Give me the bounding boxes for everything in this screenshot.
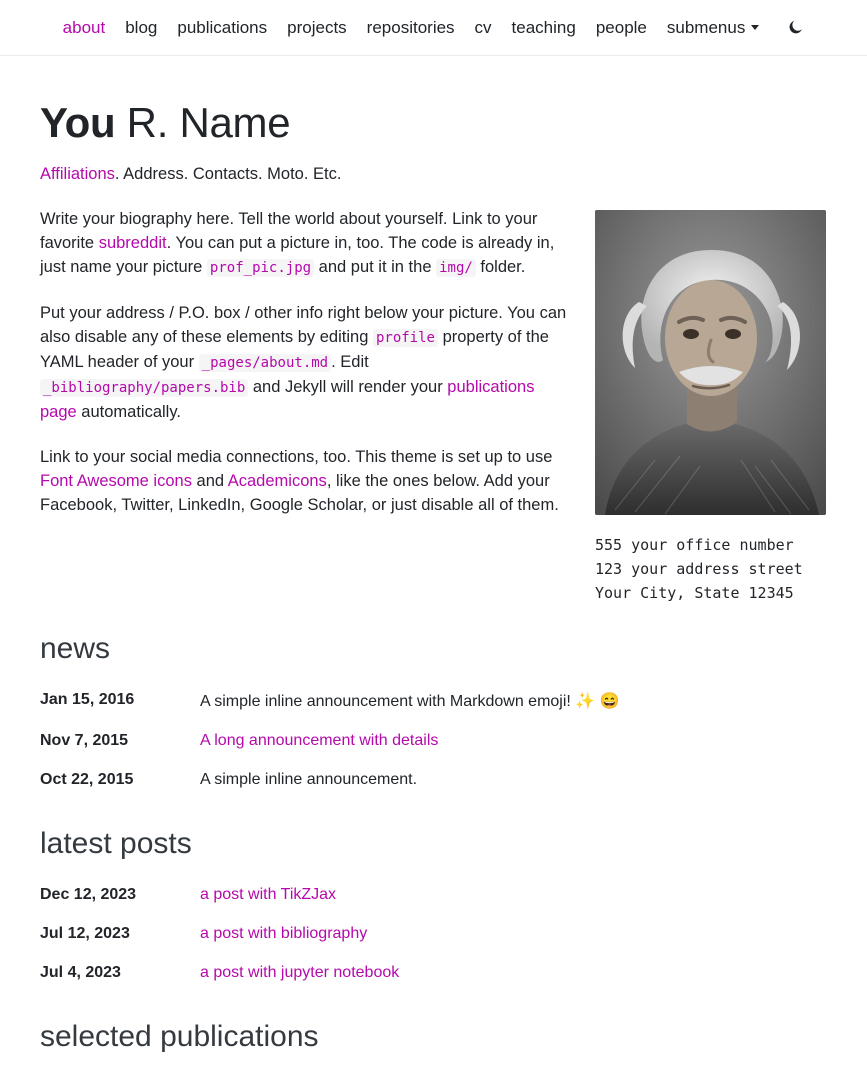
moon-icon bbox=[787, 19, 804, 36]
page-title-rest: R. Name bbox=[115, 99, 291, 146]
font-awesome-link[interactable]: Font Awesome icons bbox=[40, 472, 192, 491]
nav-item-blog[interactable]: blog bbox=[125, 17, 158, 37]
selected-publications-heading: selected publications bbox=[40, 1020, 319, 1054]
address-line-3: Your City, State 12345 bbox=[595, 584, 794, 603]
post-link[interactable]: a post with jupyter notebook bbox=[200, 964, 400, 982]
table-row bbox=[40, 681, 827, 722]
news-text: A simple inline announcement with Markdown emoji! ✨ 😄 bbox=[200, 693, 620, 711]
table-row bbox=[40, 915, 827, 954]
news-text bbox=[200, 722, 827, 761]
post-date: Jul 12, 2023 bbox=[40, 925, 130, 943]
bio-p1-d: folder. bbox=[475, 258, 526, 277]
post-link[interactable]: a post with TikZJax bbox=[200, 886, 337, 904]
bio-p3-b: and bbox=[191, 472, 228, 491]
subtitle-rest: . Address. Contacts. Moto. Etc. bbox=[114, 165, 342, 184]
nav-item-about[interactable]: about bbox=[62, 17, 106, 37]
bio-section bbox=[40, 207, 827, 605]
bio-p1-b: . You can put a picture in, too. The code is already in, just name your picture bbox=[40, 234, 555, 277]
post-title bbox=[200, 915, 827, 954]
post-link[interactable]: a post with bibliography bbox=[200, 925, 368, 943]
post-title bbox=[200, 876, 827, 915]
nav-item-projects[interactable]: projects bbox=[287, 17, 347, 37]
code-profile: profile bbox=[373, 329, 438, 347]
bio-p2-b: property of the YAML header of your bbox=[40, 328, 549, 372]
profile-photo bbox=[595, 210, 826, 515]
chevron-down-icon bbox=[751, 25, 759, 30]
nav-item-cv[interactable]: cv bbox=[474, 17, 492, 37]
nav-item-people[interactable]: people bbox=[595, 17, 647, 37]
latest-posts-heading: latest posts bbox=[40, 827, 192, 861]
news-date: Oct 22, 2015 bbox=[40, 771, 134, 789]
post-date: Dec 12, 2023 bbox=[40, 886, 137, 904]
nav-list bbox=[53, 16, 815, 40]
table-row bbox=[40, 876, 827, 915]
bio-p1-c: and put it in the bbox=[314, 258, 437, 277]
news-link[interactable]: A long announcement with details bbox=[200, 732, 439, 750]
page-title-bold: You bbox=[40, 99, 116, 146]
profile-column bbox=[595, 210, 827, 605]
bio-p3-a: Link to your social media connections, too. This theme is set up to use bbox=[40, 448, 553, 467]
code-prof-pic: prof_pic.jpg bbox=[207, 259, 314, 277]
news-text: A simple inline announcement. bbox=[200, 771, 418, 789]
table-row bbox=[40, 722, 827, 761]
news-table bbox=[40, 681, 827, 800]
academicons-link[interactable]: Academicons bbox=[227, 472, 327, 491]
nav-item-submenus-label: submenus bbox=[666, 17, 746, 37]
bio-p2-a: Put your address / P.O. box / other info right below your picture. You can also disable any of these elements by editing bbox=[40, 304, 567, 347]
bio-p1-a: Write your biography here. Tell the world about yourself. Link to your favorite bbox=[40, 210, 538, 253]
latest-posts-table bbox=[40, 876, 827, 993]
publications-page-link[interactable]: publications page bbox=[40, 378, 535, 422]
bio-p2-c: . Edit bbox=[331, 353, 369, 372]
nav-item-submenus[interactable] bbox=[657, 16, 769, 40]
address-line-2: 123 your address street bbox=[595, 560, 803, 579]
code-img-folder: img/ bbox=[436, 259, 476, 277]
profile-address bbox=[595, 533, 827, 605]
address-line-1: 555 your office number bbox=[595, 536, 794, 555]
bio-p3-c: , like the ones below. Add your Facebook, Twitter, LinkedIn, Google Scholar, or just disable all of them. bbox=[40, 472, 559, 515]
code-papers-bib: _bibliography/papers.bib bbox=[40, 379, 248, 397]
page-title bbox=[40, 98, 827, 148]
nav-item-publications[interactable]: publications bbox=[177, 17, 268, 37]
theme-toggle-button[interactable] bbox=[769, 19, 814, 36]
news-date: Nov 7, 2015 bbox=[40, 732, 129, 750]
nav-item-repositories[interactable]: repositories bbox=[366, 17, 455, 37]
code-about-md: _pages/about.md bbox=[199, 354, 331, 372]
table-row bbox=[40, 954, 827, 993]
subreddit-link[interactable]: subreddit bbox=[98, 234, 167, 253]
affiliations-link[interactable]: Affiliations bbox=[40, 165, 115, 184]
table-row bbox=[40, 761, 827, 800]
post-title bbox=[200, 954, 827, 993]
nav-item-teaching[interactable]: teaching bbox=[511, 17, 576, 37]
bio-p2-e: automatically. bbox=[76, 403, 181, 422]
post-date: Jul 4, 2023 bbox=[40, 964, 121, 982]
page-subtitle bbox=[40, 162, 827, 187]
news-heading: news bbox=[40, 632, 111, 666]
bio-p2-d: and Jekyll will render your bbox=[248, 378, 448, 397]
top-navbar bbox=[0, 0, 867, 56]
page-container bbox=[0, 98, 867, 1055]
news-date: Jan 15, 2016 bbox=[40, 691, 135, 709]
